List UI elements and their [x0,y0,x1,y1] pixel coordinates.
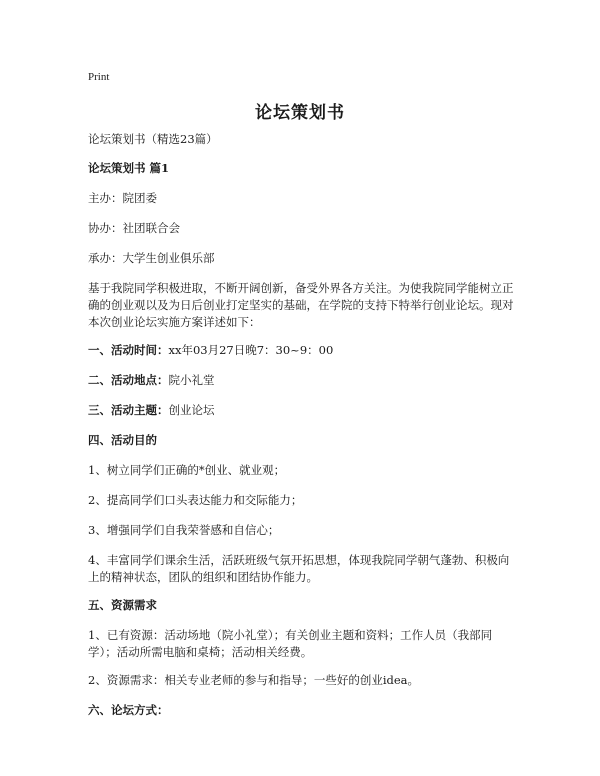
resources-item-2: 2、资源需求：相关专业老师的参与和指导；一些好的创业idea。 [88,673,420,687]
resources-heading: 五、资源需求 [88,598,157,612]
activity-time [88,342,520,359]
co-host-line: 协办：社团联合会 [88,221,180,235]
purpose-item-4: 4、丰富同学们课余生活，活跃班级气氛开拓思想，体现我院同学朝气蓬勃、积极向上的精神状态，团队的组织和团结协作能力。 [88,553,510,584]
activity-time-value: xx年03月27日晚7：30~9：00 [168,343,334,357]
activity-place-label: 二、活动地点： [88,373,169,387]
activity-place [88,372,520,389]
document-subtitle: 论坛策划书（精选23篇） [88,132,218,146]
resources-item-1: 1、已有资源：活动场地（院小礼堂）；有关创业主题和资料；工作人员（我部同学）；活动所需电脑和桌椅；活动相关经费。 [88,628,493,659]
activity-theme [88,402,520,419]
intro-paragraph: 基于我院同学积极进取，不断开阔创新，备受外界各方关注。为使我院同学能树立正确的创业观以及为日后创业打定坚实的基础，在学院的支持下特举行创业论坛。现对本次创业论坛实施方案详述如下： [88,281,514,329]
purpose-item-3: 3、增强同学们自我荣誉感和自信心； [88,523,280,537]
purpose-heading: 四、活动目的 [88,433,157,447]
print-label: Print [88,71,110,83]
document-body [88,131,520,732]
page-title: 论坛策划书 [255,103,345,123]
purpose-item-1: 1、树立同学们正确的*创业、就业观； [88,463,286,477]
activity-time-label: 一、活动时间： [88,343,169,357]
article-heading: 论坛策划书 篇1 [88,161,170,175]
activity-theme-value: 创业论坛 [168,403,215,417]
activity-place-value: 院小礼堂 [168,373,215,387]
purpose-item-2: 2、提高同学们口头表达能力和交际能力； [88,493,303,507]
format-heading: 六、论坛方式： [88,703,169,717]
host-line: 主办：院团委 [88,191,157,205]
activity-theme-label: 三、活动主题： [88,403,169,417]
undertaker-line: 承办：大学生创业俱乐部 [88,251,215,265]
